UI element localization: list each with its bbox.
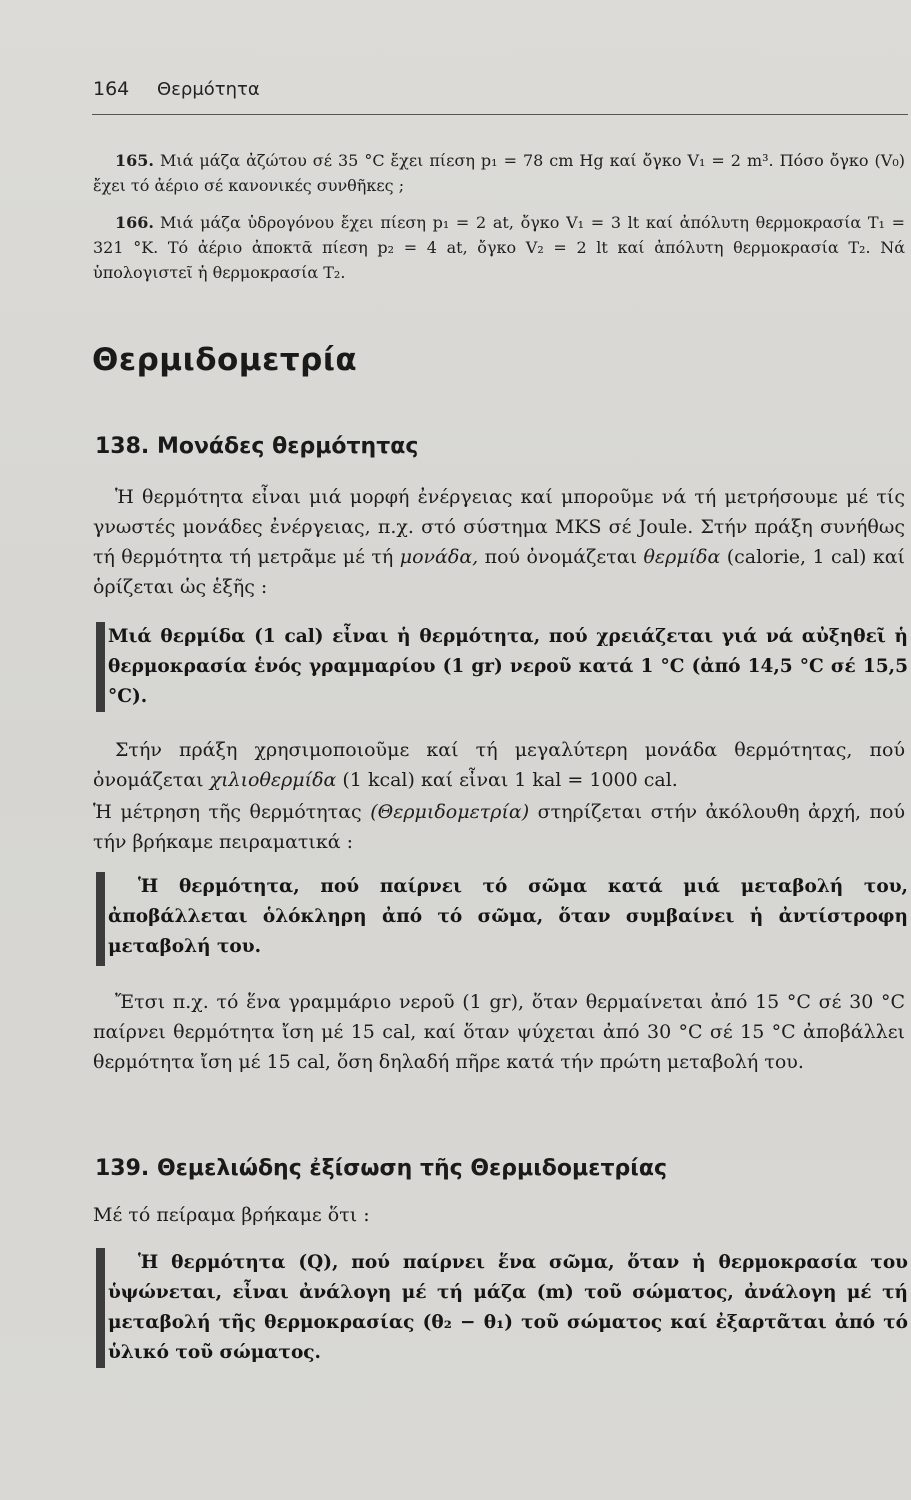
problem-number: 165. [115,151,154,170]
paragraph: Ἔτσι π.χ. τό ἕνα γραμμάριο νεροῦ (1 gr), ὅταν θερμαίνεται ἀπό 15 °C σέ 30 °C παίρνει θερμότητα ἴση μέ 15 cal, καί ὅταν ψύχεται ἀπό 30 °C σέ 15 °C ἀποβάλλει θερμότητα ἴση μέ 15 cal, ὅση δηλαδή πῆρε κατά τήν πρώτη μεταβολή του. [93,991,905,1073]
emphasis: μονάδα, [399,546,479,568]
problem-165 [93,148,905,198]
running-head [93,78,260,100]
principle-rule: Ἡ θερμότητα, πού παίρνει τό σῶμα κατά μιά μεταβολή του, ἀποβάλλεται ὁλόκληρη ἀπό τό σῶμα, ὅταν συμβαίνει ἡ ἀντίστροφη μεταβολή του. [108,876,908,957]
paragraph: Ἡ θερμότητα εἶναι μιά μορφή ἐνέργειας καί μποροῦμε νά τή μετρήσουμε μέ τίς γνωστές μονάδες ἐνέργειας, π.χ. στό σύστημα MKS σέ Joule. Στήν πράξη συνήθως τή θερμότητα τή μετρᾶμε μέ τή μονάδα, πού ὀνομάζεται θερμίδα (calorie, 1 cal) καί ὁρίζεται ὡς ἑξῆς : [93,486,906,598]
problem-number: 166. [115,213,154,232]
emphasis: (Θερμιδομετρία) [370,801,530,823]
show-through-text [520,40,820,100]
section-title: Θερμιδομετρία [92,342,358,378]
header-rule [92,114,908,115]
paragraph: Μέ τό πείραμα βρήκαμε ὅτι : [93,1204,370,1226]
emphasis: θερμίδα [643,546,721,568]
rule-margin-bar [96,872,105,966]
subsection-title-138: 138. Μονάδες θερμότητας [95,434,419,459]
emphasis: χιλιοθερμίδα [209,769,337,791]
definition-rule: Μιά θερμίδα (1 cal) εἶναι ἡ θερμότητα, πού χρειάζεται γιά νά αὐξηθεῖ ἡ θερμοκρασία ἑνός γραμμαρίου (1 gr) νεροῦ κατά 1 °C (ἀπό 14,5 °C σέ 15,5 °C). [108,626,908,707]
paragraph: Στήν πράξη χρησιμοποιοῦμε καί τή μεγαλύτερη μονάδα θερμότητας, πού ὀνομάζεται χιλιοθερμίδα (1 kcal) καί εἶναι 1 kal = 1000 cal. [93,739,905,791]
rule-margin-bar [96,622,105,712]
problem-text: Μιά μάζα ἀζώτου σέ 35 °C ἔχει πίεση p₁ = 78 cm Hg καί ὄγκο V₁ = 2 m³. Πόσο ὄγκο (V₀) ἔχει τό ἀέριο σέ κανονικές συνθῆκες ; [93,151,905,195]
principle-rule: Ἡ θερμότητα (Q), πού παίρνει ἕνα σῶμα, ὅταν ἡ θερμοκρασία του ὑψώνεται, εἶναι ἀνάλογη μέ τή μάζα (m) τοῦ σώματος, ἀνάλογη μέ τή μεταβολή τῆς θερμοκρασίας (θ₂ − θ₁) τοῦ σώματος καί ἐξαρτᾶται ἀπό τό ὑλικό τοῦ σώματος. [108,1252,908,1363]
rule-margin-bar [96,1248,105,1368]
subsection-title-139: 139. Θεμελιώδης ἐξίσωση τῆς Θερμιδομετρίας [95,1156,667,1181]
problem-166 [93,210,905,285]
page-number: 164 [93,78,130,100]
problem-text: Μιά μάζα ὑδρογόνου ἔχει πίεση p₁ = 2 at, ὄγκο V₁ = 3 lt καί ἀπόλυτη θερμοκρασία T₁ = 321 °K. Τό ἀέριο ἀποκτᾶ πίεση p₂ = 4 at, ὄγκο V₂ = 2 lt καί ἀπόλυτη θερμοκρασία T₂. Νά ὑπολογιστεῖ ἡ θερμοκρασία T₂. [93,213,905,282]
paragraph: Ἡ μέτρηση τῆς θερμότητας (Θερμιδομετρία) στηρίζεται στήν ἀκόλουθη ἀρχή, πού τήν βρήκαμε πειραματικά : [93,801,905,853]
running-title: Θερμότητα [157,79,260,100]
